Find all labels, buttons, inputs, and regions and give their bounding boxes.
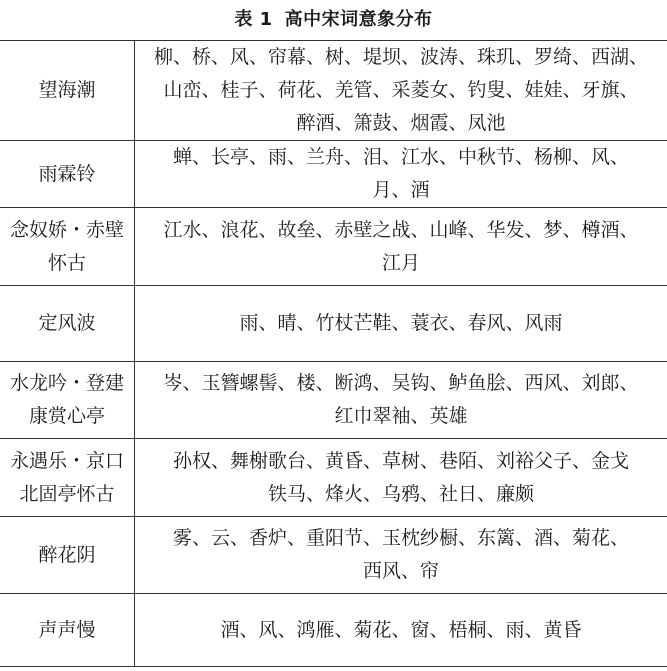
poem-name-cell bbox=[0, 594, 135, 667]
imagery-line: 岑、玉簪螺髻、楼、断鸿、吴钩、鲈鱼脍、西风、刘郎、 bbox=[163, 372, 639, 394]
imagery-cell bbox=[135, 41, 667, 141]
imagery-line: 酒、风、鸿雁、菊花、窗、梧桐、雨、黄昏 bbox=[220, 618, 582, 641]
imagery-line: 江水、浪花、故垒、赤壁之战、山峰、华发、梦、樽酒、 bbox=[163, 218, 639, 241]
poem-name: 怀古 bbox=[47, 251, 86, 274]
poem-name-cell bbox=[0, 517, 135, 594]
poem-name-cell bbox=[0, 41, 135, 141]
imagery-cell bbox=[135, 141, 667, 208]
imagery-line: 柳、桥、风、帘幕、树、堤坝、波涛、珠玑、罗绮、西湖、 bbox=[153, 46, 648, 68]
table-row bbox=[0, 439, 667, 517]
imagery-line: 红巾翠袖、英雄 bbox=[334, 405, 468, 427]
imagery-line: 雾、云、香炉、重阳节、玉枕纱橱、东篱、酒、菊花、 bbox=[172, 527, 629, 549]
poem-name: 望海潮 bbox=[38, 79, 96, 101]
poem-name: 声声慢 bbox=[38, 618, 96, 641]
table-row bbox=[0, 517, 667, 594]
imagery-line: 月、酒 bbox=[372, 179, 430, 201]
poem-name: 康赏心亭 bbox=[28, 405, 105, 427]
poem-name-cell bbox=[0, 286, 135, 362]
poem-name: 雨霖铃 bbox=[38, 162, 96, 185]
table-row bbox=[0, 141, 667, 208]
imagery-cell bbox=[135, 439, 667, 517]
poem-name-cell bbox=[0, 439, 135, 517]
poem-name: 念奴娇・赤壁 bbox=[9, 218, 124, 241]
imagery-line: 铁马、烽火、乌鸦、社日、廉颇 bbox=[267, 482, 534, 505]
table-caption bbox=[0, 0, 667, 40]
imagery-line: 雨、晴、竹杖芒鞋、蓑衣、春风、风雨 bbox=[239, 312, 563, 334]
imagery-cell bbox=[135, 286, 667, 362]
imagery-cell bbox=[135, 594, 667, 667]
imagery-line: 醉酒、箫鼓、烟霞、凤池 bbox=[296, 112, 506, 134]
imagery-line: 西风、帘 bbox=[362, 560, 439, 582]
table-number: 表 1 bbox=[234, 9, 273, 30]
poem-name: 永遇乐・京口 bbox=[9, 449, 124, 472]
poem-name-cell bbox=[0, 141, 135, 208]
imagery-cell bbox=[135, 208, 667, 286]
table-row bbox=[0, 41, 667, 141]
imagery-line: 孙权、舞榭歌台、黄昏、草树、巷陌、刘裕父子、金戈 bbox=[172, 449, 629, 472]
poem-name: 水龙吟・登建 bbox=[9, 372, 124, 394]
poem-name: 定风波 bbox=[38, 312, 96, 334]
imagery-table bbox=[0, 40, 667, 667]
table-row bbox=[0, 208, 667, 286]
imagery-cell bbox=[135, 362, 667, 439]
imagery-line: 蝉、长亭、雨、兰舟、泪、江水、中秋节、杨柳、风、 bbox=[172, 146, 629, 168]
poem-name-cell bbox=[0, 362, 135, 439]
table-row bbox=[0, 594, 667, 667]
poem-name: 北固亭怀古 bbox=[19, 482, 115, 505]
imagery-line: 江月 bbox=[381, 251, 420, 274]
poem-name-cell bbox=[0, 208, 135, 286]
imagery-cell bbox=[135, 517, 667, 594]
imagery-line: 山峦、桂子、荷花、羌管、采菱女、钓叟、娃娃、牙旗、 bbox=[163, 79, 639, 101]
table-title: 高中宋词意象分布 bbox=[284, 9, 433, 30]
table-row bbox=[0, 286, 667, 362]
table-row bbox=[0, 362, 667, 439]
poem-name: 醉花阴 bbox=[38, 543, 96, 566]
